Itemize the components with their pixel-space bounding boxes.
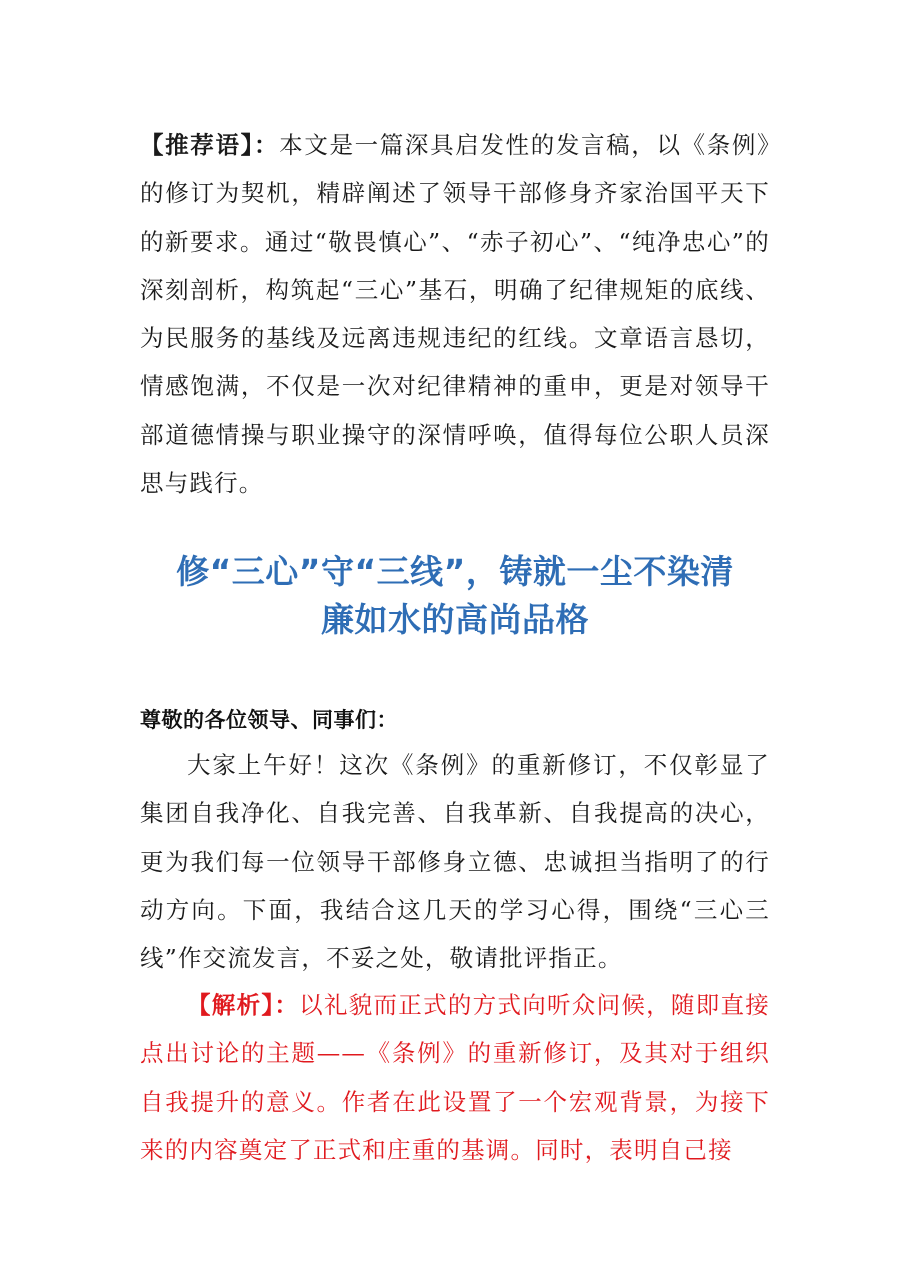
analysis-paragraph <box>140 981 770 1174</box>
analysis-text: 以礼貌而正式的方式向听众问候，随即直接点出讨论的主题——《条例》的重新修订，及其对于组织自我提升的意义。作者在此设置了一个宏观背景，为接下来的内容奠定了正式和庄重的基调。同时，表明自己接 <box>140 991 770 1164</box>
recommendation-text: 本文是一篇深具启发性的发言稿，以《条例》的修订为契机，精辟阐述了领导干部修身齐家治国平天下的新要求。通过“敬畏慎心”、“赤子初心”、“纯净忠心”的深刻剖析，构筑起“三心”基石，明确了纪律规矩的底线、为民服务的基线及远离违规违纪的红线。文章语言恳切，情感饱满，不仅是一次对纪律精神的重申，更是对领导干部道德情操与职业操守的深情呼唤，值得每位公职人员深思与践行。 <box>140 131 771 498</box>
article-title-line-1: 修“三心”守“三线”，铸就一尘不染清 <box>176 552 734 591</box>
salutation: 尊敬的各位领导、同事们： <box>140 708 398 732</box>
article-title <box>130 548 780 644</box>
recommendation-label: 【推荐语】： <box>140 131 280 159</box>
body-paragraph: 大家上午好！这次《条例》的重新修订，不仅彰显了集团自我净化、自我完善、自我革新、自我提高的决心，更为我们每一位领导干部修身立德、忠诚担当指明了的行动方向。下面，我结合这几天的学习心得，围绕“三心三线”作交流发言，不妥之处，敬请批评指正。 <box>140 751 770 973</box>
recommendation-paragraph <box>140 121 770 507</box>
analysis-label: 【解析】： <box>187 991 300 1019</box>
article-title-line-2: 廉如水的高尚品格 <box>321 600 589 639</box>
